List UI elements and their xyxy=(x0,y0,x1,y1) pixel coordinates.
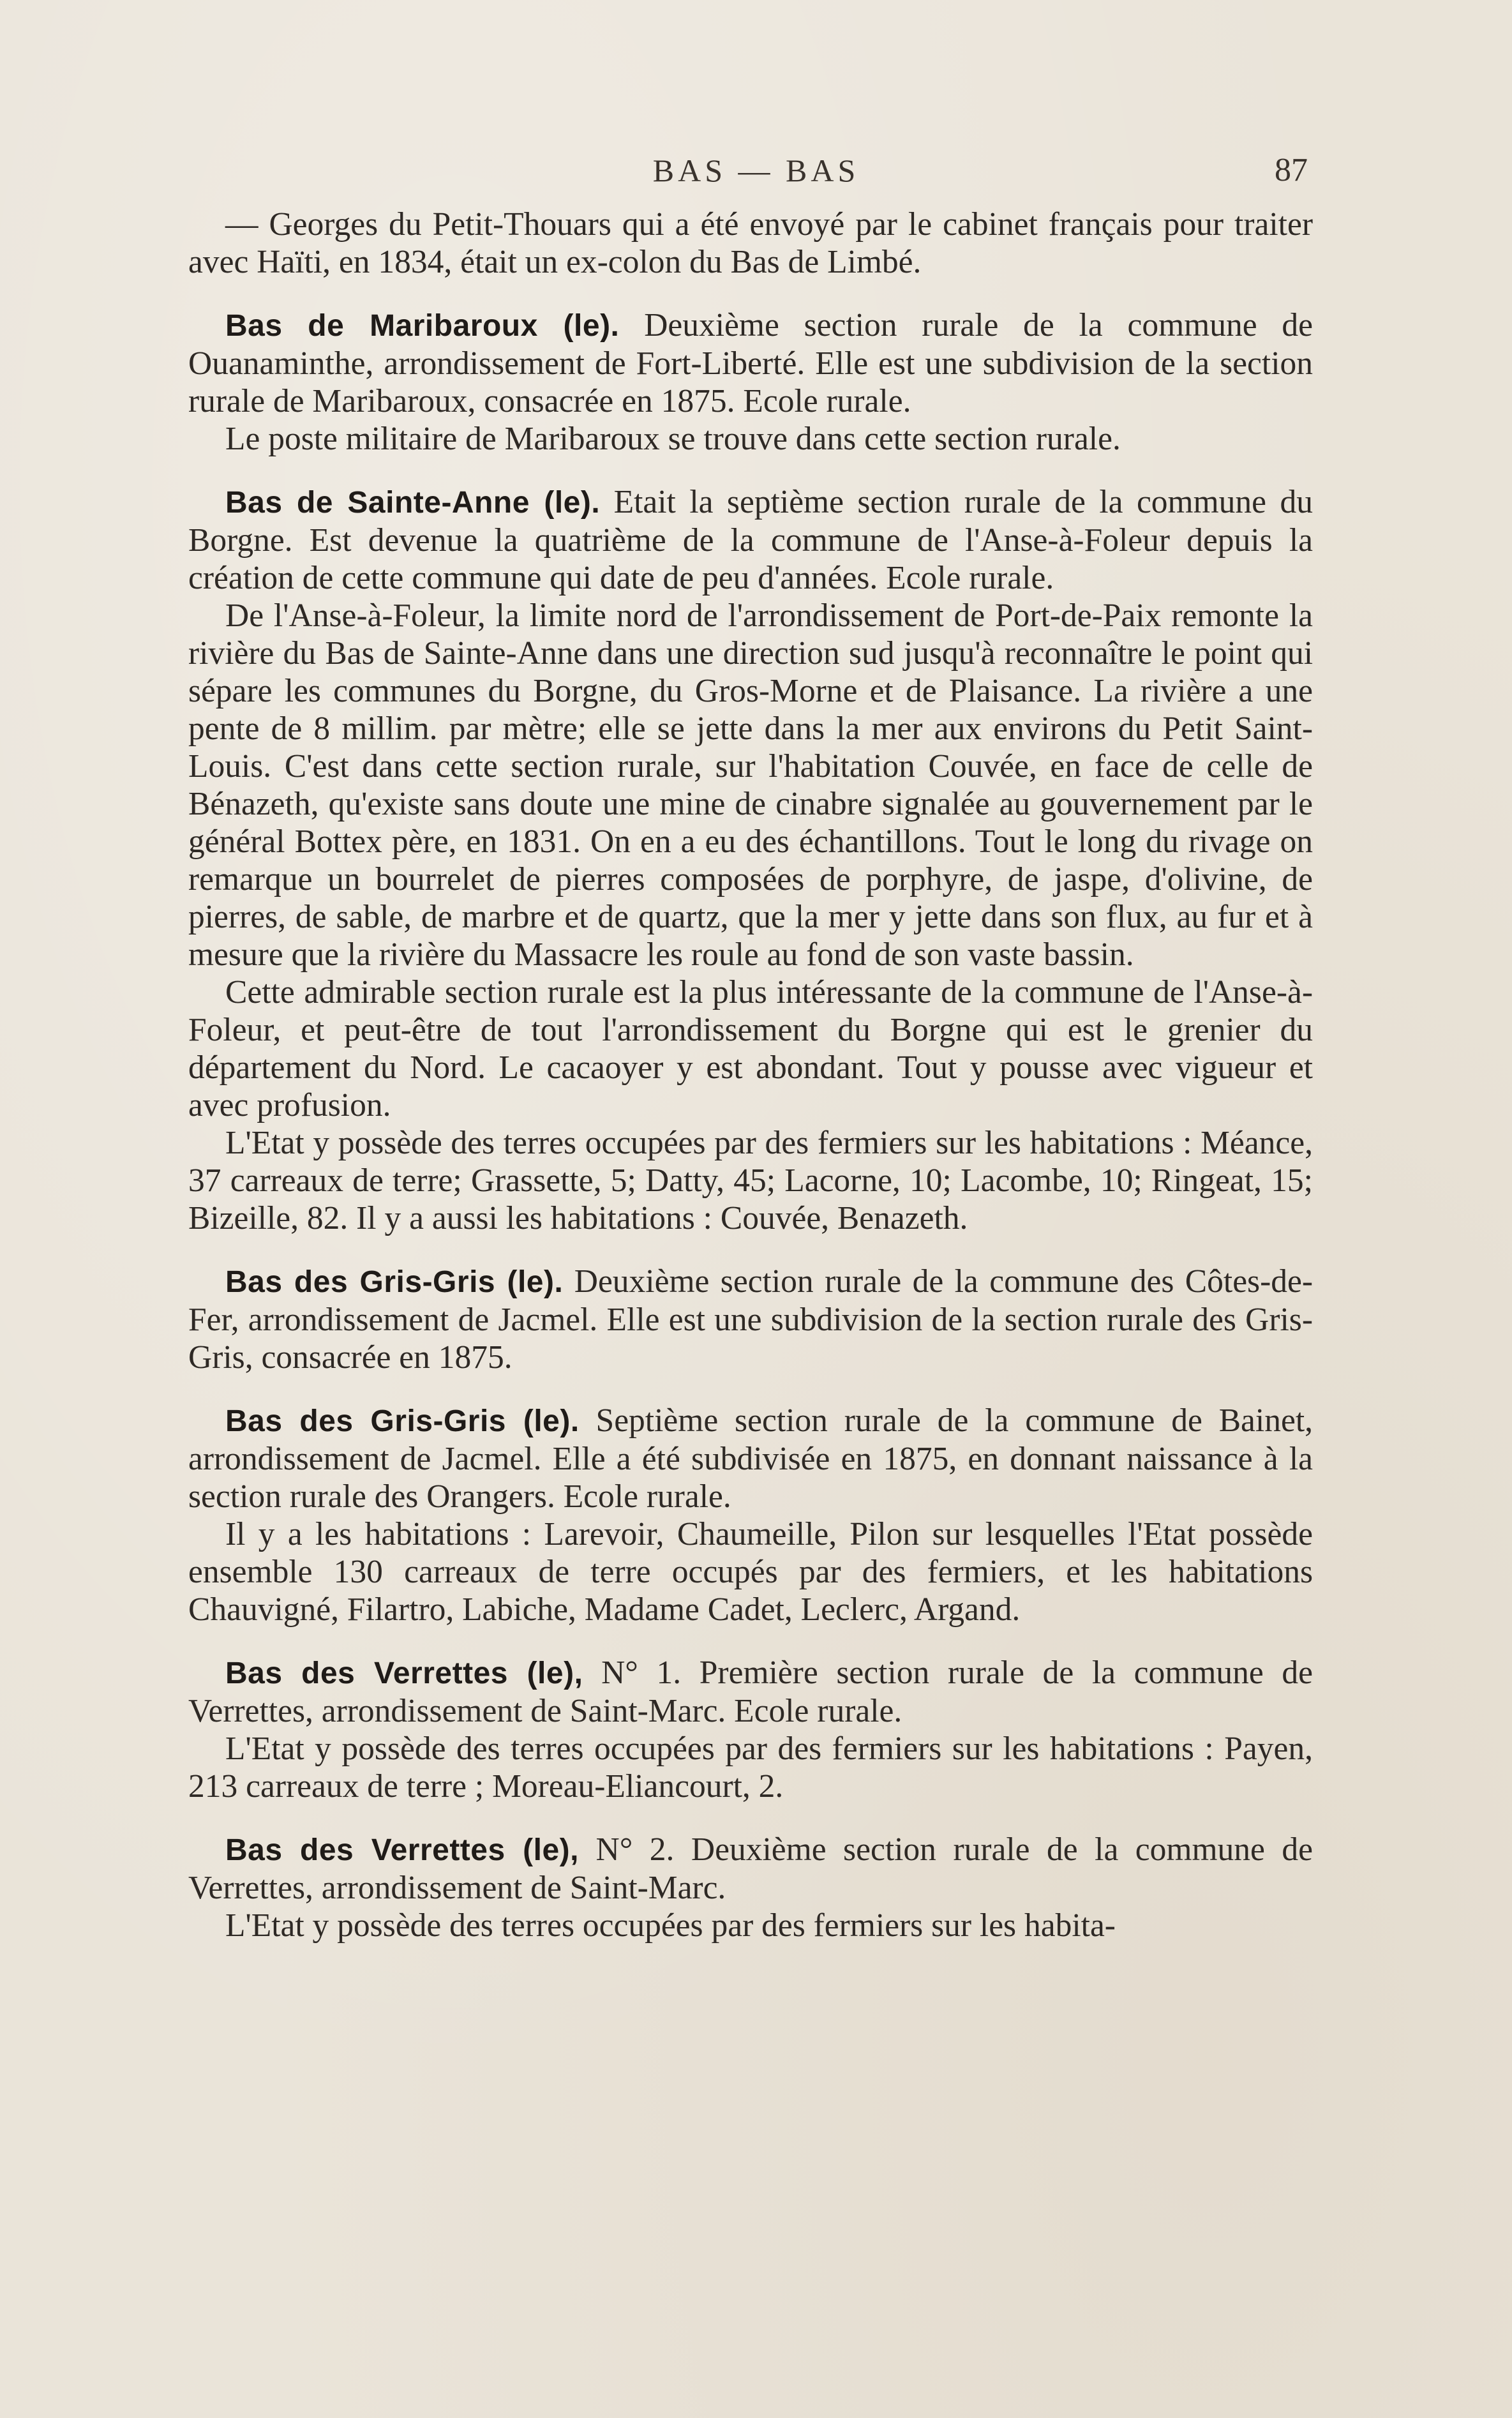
paragraph-text: L'Etat y possède des terres occupées par des fermiers sur les habitations : Payen, 213 carreaux de terre ; Moreau-Eliancourt, 2. xyxy=(188,1731,1313,1805)
paragraph-text: N° 2. Deuxième section rurale de la commune de Verrettes, arrondissement de Saint-Marc. xyxy=(188,1831,1314,1906)
entry-headword: Bas de Sainte-Anne (le). xyxy=(225,486,601,520)
paragraph-text: L'Etat y possède des terres occupées par des fermiers sur les habitations : Méance, 37 carreaux de terre; Grassette, 5; Datty, 45; Lacorne, 10; Lacombe, 10; Ringeat, 15; Bizeille, 82. Il y a aussi les habitations : Couvée, Benazeth. xyxy=(188,1125,1313,1236)
entry-headword: Bas des Gris-Gris (le). xyxy=(225,1404,580,1438)
entry-paragraph xyxy=(188,206,1313,281)
entry-paragraph xyxy=(188,1263,1313,1376)
paragraph-text: Le poste militaire de Maribaroux se trouve dans cette section rurale. xyxy=(225,421,1121,457)
entry-paragraph xyxy=(188,1907,1313,1944)
entry-paragraph xyxy=(188,420,1313,458)
paragraph-text: Deuxième section rurale de la commune de Ouanaminthe, arrondissement de Fort-Liberté. Elle est une subdivision de la section rurale de Maribaroux, consacrée en 1875. Ecole rurale. xyxy=(188,307,1314,419)
entry-paragraph xyxy=(188,1654,1313,1730)
entry-headword: Bas des Verrettes (le), xyxy=(225,1833,579,1867)
paragraph-text: Etait la septième section rurale de la commune du Borgne. Est devenue la quatrième de la commune de l'Anse-à-Foleur depuis la création de cette commune qui date de peu d'années. Ecole rurale. xyxy=(188,484,1313,596)
entry-bas-des-gris-gris-bainet xyxy=(188,1402,1313,1628)
entry-bas-des-gris-gris-cotes-de-fer xyxy=(188,1263,1313,1376)
entry-headword: Bas de Maribaroux (le). xyxy=(225,309,620,343)
entry-continuation xyxy=(188,206,1313,281)
paragraph-text: Septième section rurale de la commune de Bainet, arrondissement de Jacmel. Elle a été subdivisée en 1875, en donnant naissance à la section rurale des Orangers. Ecole rurale. xyxy=(188,1402,1313,1515)
entry-paragraph xyxy=(188,597,1313,973)
page-number: 87 xyxy=(1275,152,1308,188)
entry-paragraph xyxy=(188,1402,1313,1515)
entry-bas-de-maribaroux xyxy=(188,306,1313,458)
page-body xyxy=(188,206,1313,1970)
paragraph-text: De l'Anse-à-Foleur, la limite nord de l'arrondissement de Port-de-Paix remonte la rivière du Bas de Sainte-Anne dans une direction sud jusqu'à reconnaître le point qui sépare les communes du Borgne, du Gros-Morne et de Plaisance. La rivière a une pente de 8 millim. par mètre; elle se jette dans la mer aux environs du Petit Saint-Louis. C'est dans cette section rurale, sur l'habitation Couvée, en face de celle de Bénazeth, qu'existe sans doute une mine de cinabre signalée au gouvernement par le général Bottex père, en 1831. On en a eu des échantillons. Tout le long du rivage on remarque un bourrelet de pierres composées de porphyre, de jaspe, d'olivine, de pierres, de sable, de marbre et de quartz, que la mer y jette dans son flux, au fur et à mesure que la rivière du Massacre les roule au fond de son vaste bassin. xyxy=(188,597,1313,973)
entry-bas-de-sainte-anne xyxy=(188,483,1313,1237)
paragraph-text: N° 1. Première section rurale de la commune de Verrettes, arrondissement de Saint-Marc. Ecole rurale. xyxy=(188,1655,1313,1729)
entry-paragraph xyxy=(188,1124,1313,1237)
entry-bas-des-verrettes-1 xyxy=(188,1654,1313,1805)
entry-paragraph xyxy=(188,973,1313,1124)
entry-headword: Bas des Gris-Gris (le). xyxy=(225,1265,564,1299)
entry-paragraph xyxy=(188,1730,1313,1805)
page-header xyxy=(0,148,1512,193)
entry-headword: Bas des Verrettes (le), xyxy=(225,1656,583,1690)
paragraph-text: L'Etat y possède des terres occupées par des fermiers sur les habita- xyxy=(225,1907,1116,1944)
entry-bas-des-verrettes-2 xyxy=(188,1831,1313,1944)
entry-paragraph xyxy=(188,483,1313,597)
entry-paragraph xyxy=(188,1515,1313,1628)
running-head: BAS — BAS xyxy=(652,153,860,188)
entry-paragraph xyxy=(188,306,1313,420)
paragraph-text: Cette admirable section rurale est la plus intéressante de la commune de l'Anse-à-Foleur, et peut-être de tout l'arrondissement du Borgne qui est le grenier du département du Nord. Le cacaoyer y est abondant. Tout y pousse avec vigueur et avec profusion. xyxy=(188,974,1313,1123)
paragraph-text: — Georges du Petit-Thouars qui a été envoyé par le cabinet français pour traiter avec Haïti, en 1834, était un ex-colon du Bas de Limbé. xyxy=(188,206,1313,280)
paragraph-text: Il y a les habitations : Larevoir, Chaumeille, Pilon sur lesquelles l'Etat possède ensemble 130 carreaux de terre occupés par des fermiers, et les habitations Chauvigné, Filartro, Labiche, Madame Cadet, Leclerc, Argand. xyxy=(188,1516,1313,1628)
paragraph-text: Deuxième section rurale de la commune des Côtes-de-Fer, arrondissement de Jacmel. Elle est une subdivision de la section rurale des Gris-Gris, consacrée en 1875. xyxy=(188,1263,1313,1376)
entry-paragraph xyxy=(188,1831,1313,1907)
